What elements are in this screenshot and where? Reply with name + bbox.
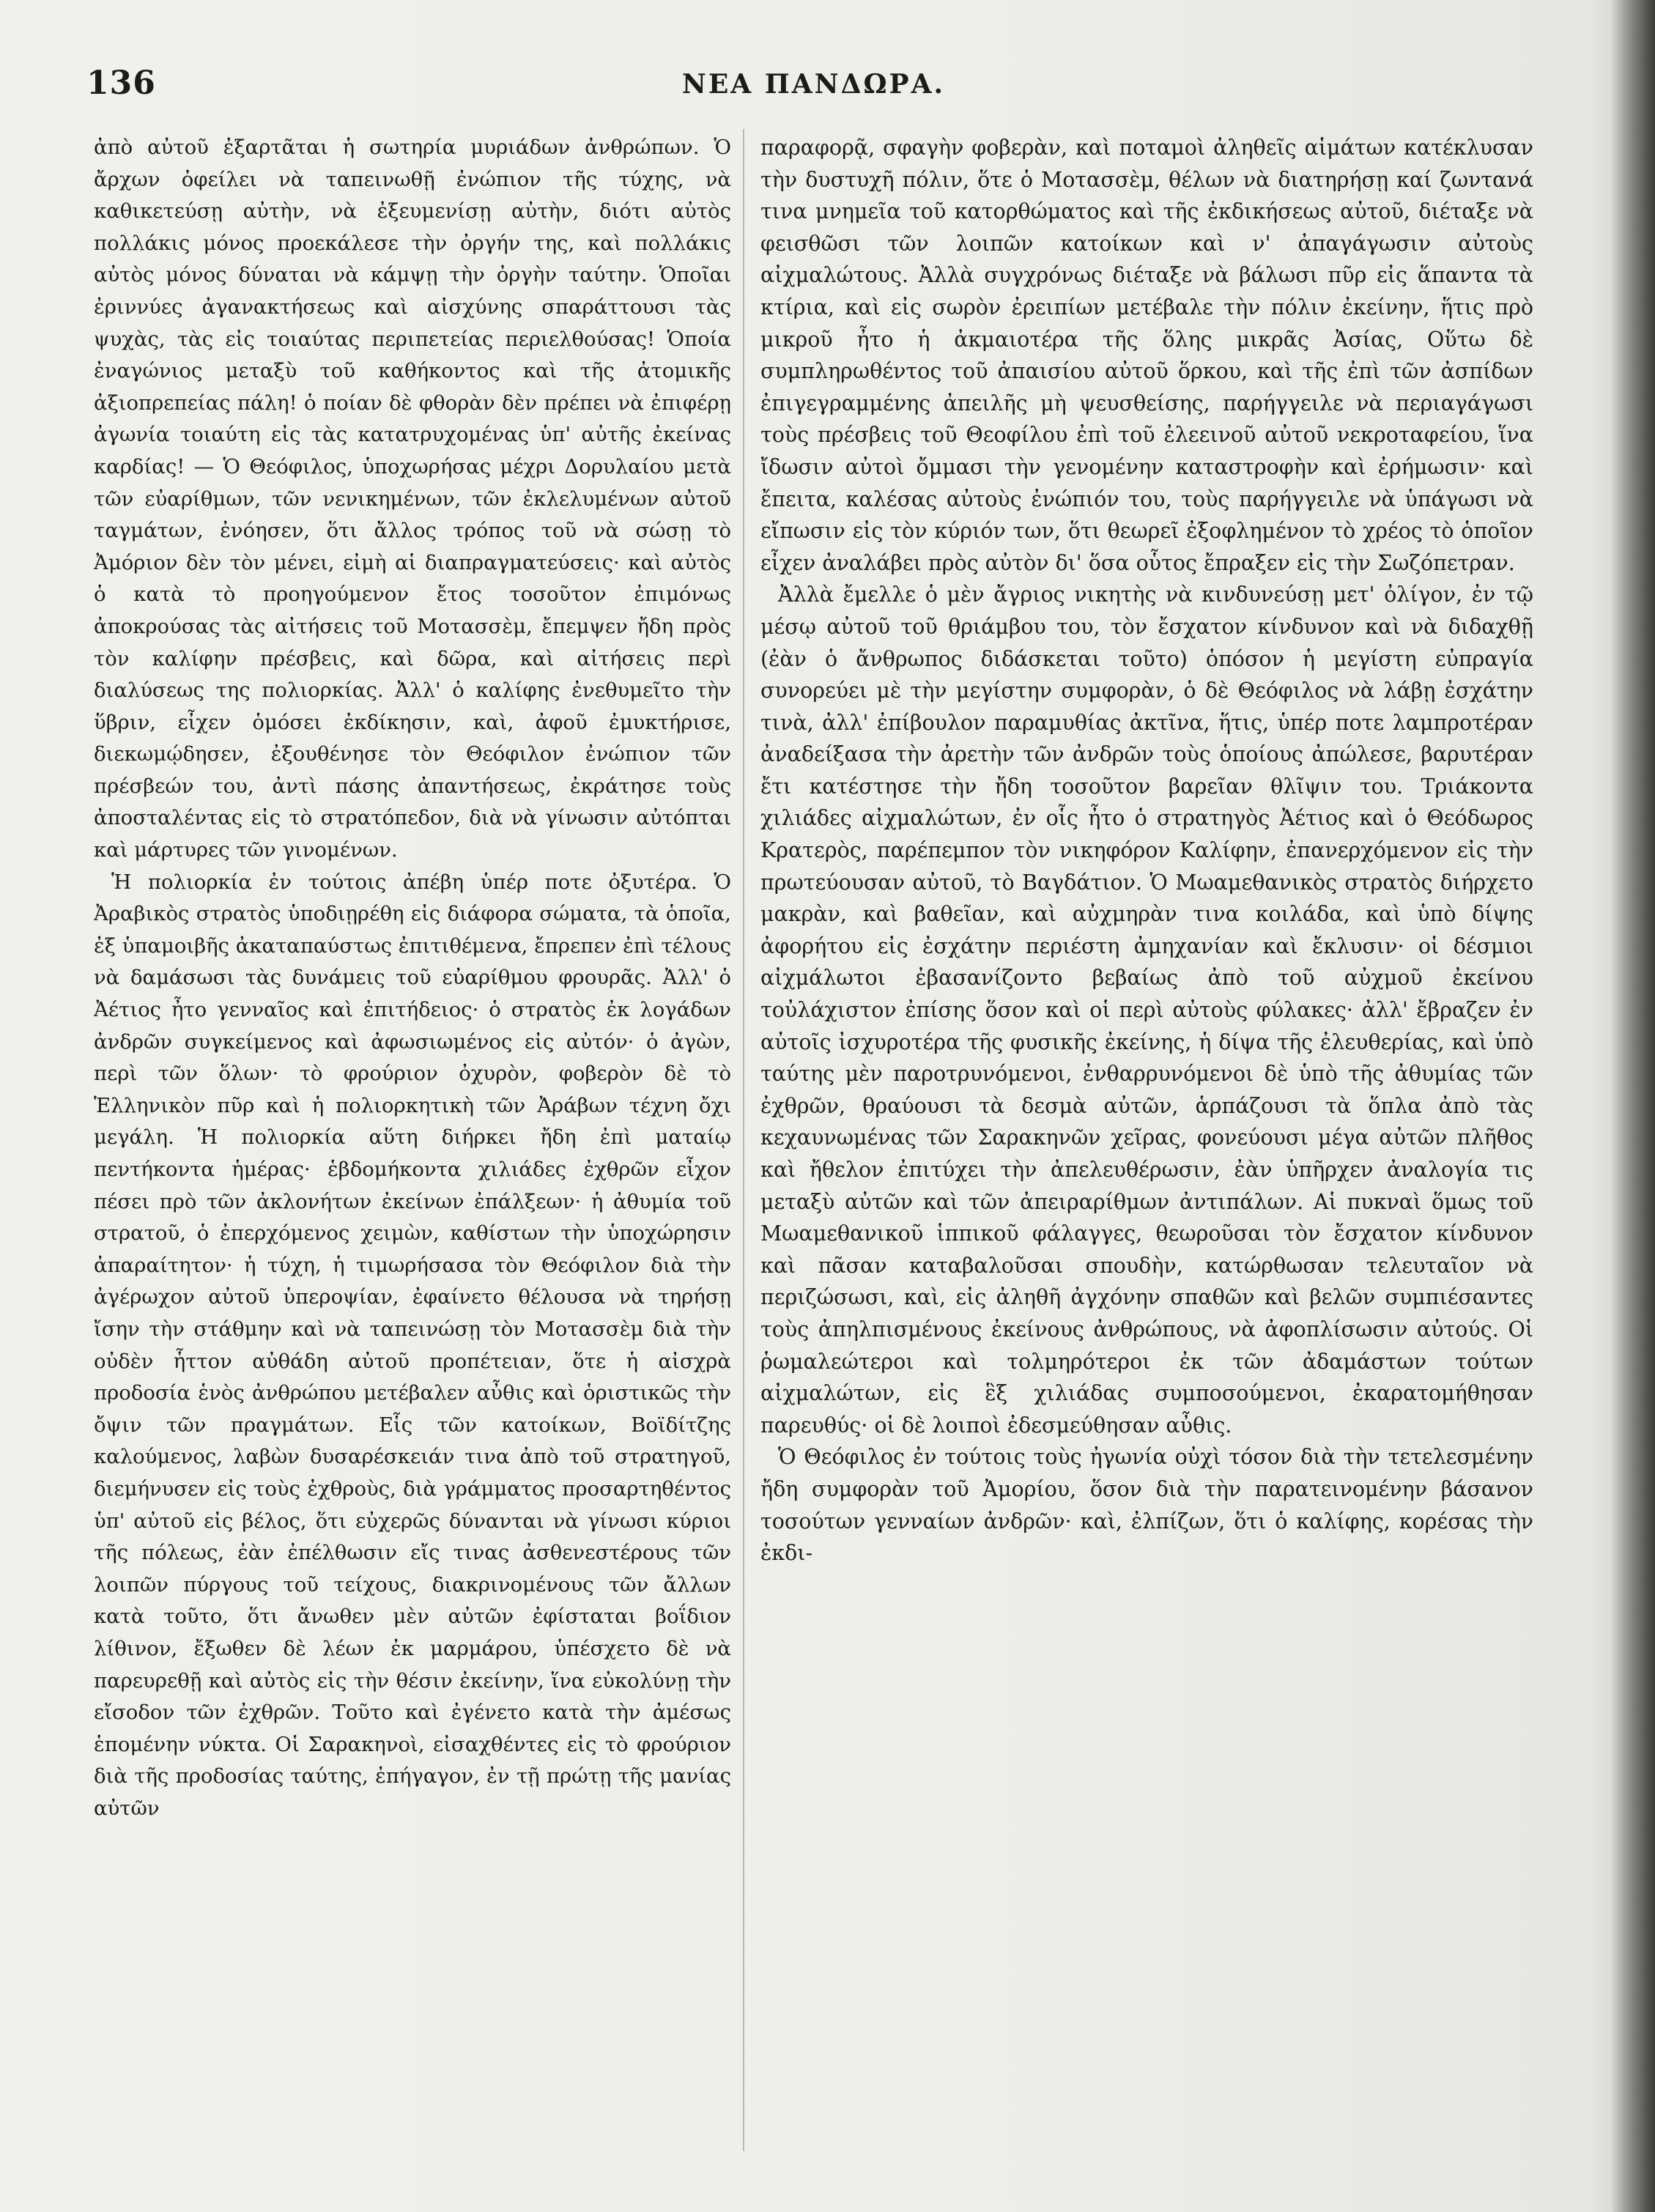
paragraph: ἀπὸ αὐτοῦ ἐξαρτᾶται ἡ σωτηρία μυριάδων ἀνθρώπων. Ὁ ἄρχων ὀφείλει νὰ ταπεινωθῇ ἐνώπιον τῆς τύχης, νὰ καθικετεύσῃ αὐτὴν, νὰ ἐξευμενίσῃ αὐτὴν, διότι αὐτὸς πολλάκις μόνος προεκάλεσε τὴν ὀργήν της, καὶ πολλάκις αὐτὸς μόνος δύναται νὰ κάμψῃ τὴν ὀργὴν ταύτην. Ὁποῖαι ἐριννύες ἀγανακτήσεως καὶ αἰσχύνης σπαράττουσι τὰς ψυχὰς, τὰς εἰς τοιαύτας περιπετείας περιελθούσας! Ὁποία ἐναγώνιος μεταξὺ τοῦ καθήκοντος καὶ τῆς ἀτομικῆς ἀξιοπρεπείας πάλη! ὁ ποίαν δὲ φθορὰν δὲν πρέπει νὰ ἐπιφέρῃ ἀγωνία τοιαύτη εἰς τὰς κατατρυχομένας ὑπ' αὐτῆς ἐκείνας καρδίας! — Ὁ Θεόφιλος, ὑποχωρήσας μέχρι Δορυλαίου μετὰ τῶν εὐαρίθμων, τῶν νενικημένων, τῶν ἐκλελυμένων αὐτοῦ ταγμάτων, ἐνόησεν, ὅτι ἄλλος τρόπος τοῦ νὰ σώσῃ τὸ Ἀμόριον δὲν τὸν μένει, εἰμὴ αἱ διαπραγματεύσεις· καὶ αὐτὸς ὁ κατὰ τὸ προηγούμενον ἔτος τοσοῦτον ἐπιμόνως ἀποκρούσας τὰς αἰτήσεις τοῦ Μοτασσὲμ, ἔπεμψεν ἤδη πρὸς τὸν καλίφην πρέσβεις, καὶ δῶρα, καὶ αἰτήσεις περὶ διαλύσεως της πολιορκίας. Ἀλλ' ὁ καλίφης ἐνεθυμεῖτο τὴν ὕβριν, εἶχεν ὁμόσει ἐκδίκησιν, καὶ, ἀφοῦ ἐμυκτήρισε, διεκωμῴδησεν, ἐξουθένησε τὸν Θεόφιλον ἐνώπιον τῶν πρέσβεών του, ἀντὶ πάσης ἀπαντήσεως, ἐκράτησε τοὺς ἀποσταλέντας εἰς τὸ στρατόπεδον, διὰ νὰ γίνωσιν αὐτόπται καὶ μάρτυρες τῶν γινομένων.: [94, 136, 731, 862]
journal-title: ΝΕΑ ΠΑΝΔΩΡΑ.: [681, 69, 946, 100]
paragraph: παραφορᾷ, σφαγὴν φοβερὰν, καὶ ποταμοὶ ἀληθεῖς αἱμάτων κατέκλυσαν τὴν δυστυχῆ πόλιν, ὅτε ὁ Μοτασσὲμ, θέλων νὰ διατηρήσῃ καί ζωντανά τινα μνημεῖα τοῦ κατορθώματος καὶ τῆς ἐκδικήσεως αὐτοῦ, διέταξε νὰ φεισθῶσι τῶν λοιπῶν κατοίκων καὶ ν' ἀπαγάγωσιν αὐτοὺς αἰχμαλώτους. Ἀλλὰ συγχρόνως διέταξε νὰ βάλωσι πῦρ εἰς ἅπαντα τὰ κτίρια, καὶ εἰς σωρὸν ἐρειπίων μετέβαλε τὴν πόλιν ἐκείνην, ἥτις πρὸ μικροῦ ἦτο ἡ ἀκμαιοτέρα τῆς ὅλης μικρᾶς Ἀσίας, Οὕτω δὲ συμπληρωθέντος τοῦ ἀπαισίου αὐτοῦ ὅρκου, καὶ τῆς ἐπὶ τῶν ἀσπίδων ἐπιγεγραμμένης ἀπειλῆς μὴ ψευσθείσης, παρήγγειλε νὰ περιαγάγωσι τοὺς πρέσβεις τοῦ Θεοφίλου ἐπὶ τοῦ ἐλεεινοῦ αὐτοῦ νεκροταφείου, ἵνα ἴδωσιν αὐτοὶ ὄμμασι τὴν γενομένην καταστροφὴν καὶ ἐρήμωσιν· καὶ ἔπειτα, καλέσας αὐτοὺς ἐνώπιόν του, τοὺς παρήγγειλε νὰ ὑπάγωσι νὰ εἴπωσιν εἰς τὸν κύριόν των, ὅτι θεωρεῖ ἐξοφλημένον τὸ χρέος τὸ ὁποῖον εἶχεν ἀναλάβει πρὸς αὐτὸν δι' ὅσα οὗτος ἔπραξεν εἰς τὴν Σωζόπετραν.: [760, 136, 1533, 575]
page-header: [86, 64, 1541, 108]
paragraph: Ὁ Θεόφιλος ἐν τούτοις τοὺς ἠγωνία οὐχὶ τόσον διὰ τὴν τετελεσμένην ἤδη συμφορὰν τοῦ Ἀμορίου, ὅσον διὰ τὴν παρατεινομένην βάσανον τοσούτων γενναίων ἀνδρῶν· καὶ, ἐλπίζων, ὅτι ὁ καλίφης, κορέσας τὴν ἐκδι-: [760, 1445, 1533, 1566]
paragraph: Ἀλλὰ ἔμελλε ὁ μὲν ἄγριος νικητὴς νὰ κινδυνεύσῃ μετ' ὀλίγον, ἐν τῷ μέσῳ αὐτοῦ τοῦ θριάμβου του, τὸν ἔσχατον κίνδυνον καὶ νὰ διδαχθῇ (ἐὰν ὁ ἄνθρωπος διδάσκεται τοῦτο) ὁπόσον ἡ μεγίστη εὐπραγία συνορεύει μὲ τὴν μεγίστην συμφορὰν, ὁ δὲ Θεόφιλος νὰ λάβῃ ἐσχάτην τινὰ, ἀλλ' ἐπίβουλον παραμυθίας ἀκτῖνα, ἥτις, ὑπέρ ποτε λαμπροτέραν ἀναδείξασα τὴν ἀρετὴν τῶν ἀνδρῶν τοὺς ὁποίους ἀπώλεσε, βαρυτέραν ἔτι κατέστησε τὴν ἤδη τοσοῦτον βαρεῖαν θλῖψιν του. Τριάκοντα χιλιάδες αἰχμαλώτων, ἐν οἷς ἦτο ὁ στρατηγὸς Ἀέτιος καὶ ὁ Θεόδωρος Κρατερὸς, παρέπεμπον τὸν νικηφόρον Καλίφην, ἐπανερχόμενον εἰς τὴν πρωτεύουσαν αὐτοῦ, τὸ Βαγδάτιον. Ὁ Μωαμεθανικὸς στρατὸς διήρχετο μακρὰν, καὶ βαθεῖαν, καὶ αὐχμηρὰν τινα κοιλάδα, καὶ ὑπὸ δίψης ἀφορήτου εἰς ἐσχάτην περιέστη ἀμηχανίαν καὶ ἔκλυσιν· οἱ δέσμιοι αἰχμάλωτοι ἐβασανίζοντο βεβαίως ἀπὸ τοῦ αὐχμοῦ ἐκείνου τοὐλάχιστον ἐπίσης ὅσον καὶ οἱ περὶ αὐτοὺς φύλακες· ἀλλ' ἔβραζεν ἐν αὐτοῖς ἰσχυροτέρα τῆς φυσικῆς ἐκείνης, ἡ δίψα τῆς ἐλευθερίας, καὶ ὑπὸ ταύτης μὲν παροτρυνόμενοι, ἐνθαρρυνόμενοι δὲ ὑπὸ τῆς ἀθυμίας τῶν ἐχθρῶν, θραύουσι τὰ δεσμὰ αὐτῶν, ἁρπάζουσι τὰ ὅπλα ἀπὸ τὰς κεχαυνωμένας τῶν Σαρακηνῶν χεῖρας, φονεύουσι μέγα αὐτῶν πλῆθος καὶ ἤθελον ἐπιτύχει τὴν ἀπελευθέρωσιν, ἐὰν ὑπῆρχεν ἀναλογία τις μεταξὺ αὐτῶν καὶ τῶν ἀπειραρίθμων ἀντιπάλων. Αἱ πυκναὶ ὅμως τοῦ Μωαμεθανικοῦ ἱππικοῦ φάλαγγες, θεωροῦσαι τὸν ἔσχατον κίνδυνον καὶ πᾶσαν καταβαλοῦσαι σπουδὴν, κατώρθωσαν τελευταῖον νὰ περιζώσωσι, καὶ, εἰς ἀληθῆ ἀγχόνην σπαθῶν καὶ βελῶν συμπιέσαντες τοὺς ἀπηλπισμένους ἐκείνους ἀνθρώπους, νὰ ἀφοπλίσωσιν αὐτούς. Οἱ ῥωμαλεώτεροι καὶ τολμηρότεροι ἐκ τῶν ἀδαμάστων τούτων αἰχμαλώτων, εἰς ἓξ χιλιάδας συμποσούμενοι, ἐκαρατομήθησαν παρευθύς· οἱ δὲ λοιποὶ ἐδεσμεύθησαν αὖθις.: [760, 582, 1533, 1438]
page-number: 136: [86, 64, 156, 102]
left-column: [94, 132, 731, 1824]
column-divider: [743, 129, 744, 2151]
right-column: [760, 132, 1533, 1569]
book-spine-shadow: [1612, 0, 1655, 2212]
paragraph: Ἡ πολιορκία ἐν τούτοις ἀπέβη ὑπέρ ποτε ὀξυτέρα. Ὁ Ἀραβικὸς στρατὸς ὑποδιῃρέθη εἰς διάφορα σώματα, τὰ ὁποῖα, ἐξ ὑπαμοιβῆς ἀκαταπαύστως ἐπιτιθέμενα, ἔπρεπεν ἐπὶ τέλους νὰ δαμάσωσι τὰς δυνάμεις τοῦ εὐαρίθμου φρουρᾶς. Ἀλλ' ὁ Ἀέτιος ἦτο γενναῖος καὶ ἐπιτήδειος· ὁ στρατὸς ἐκ λογάδων ἀνδρῶν συγκείμενος καὶ ἀφωσιωμένος εἰς αὐτόν· ὁ ἀγὼν, περὶ τῶν ὅλων· τὸ φρούριον ὀχυρὸν, φοβερὸν δὲ τὸ Ἑλληνικὸν πῦρ καὶ ἡ πολιορκητικὴ τῶν Ἀράβων τέχνη ὄχι μεγάλη. Ἡ πολιορκία αὕτη διήρκει ἤδη ἐπὶ ματαίῳ πεντήκοντα ἡμέρας· ἑβδομήκοντα χιλιάδες ἐχθρῶν εἶχον πέσει πρὸ τῶν ἀκλονήτων ἐκείνων ἐπάλξεων· ἡ ἀθυμία τοῦ στρατοῦ, ὁ ἐπερχόμενος χειμὼν, καθίστων τὴν ὑποχώρησιν ἀπαραίτητον· ἡ τύχη, ἡ τιμωρήσασα τὸν Θεόφιλον διὰ τὴν ἀγέρωχον αὐτοῦ ὑπεροψίαν, ἐφαίνετο θέλουσα νὰ τηρήσῃ ἴσην τὴν στάθμην καὶ νὰ ταπεινώσῃ τὸν Μοτασσὲμ διὰ τὴν οὐδὲν ἧττον αὐθάδη αὐτοῦ προπέτειαν, ὅτε ἡ αἰσχρὰ προδοσία ἑνὸς ἀνθρώπου μετέβαλεν αὖθις καὶ ὁριστικῶς τὴν ὄψιν τῶν πραγμάτων. Εἷς τῶν κατοίκων, Βοϊδίτζης καλούμενος, λαβὼν δυσαρέσκειάν τινα ἀπὸ τοῦ στρατηγοῦ, διεμήνυσεν εἰς τοὺς ἐχθροὺς, διὰ γράμματος προσαρτηθέντος ὑπ' αὐτοῦ εἰς βέλος, ὅτι εὐχερῶς δύνανται νὰ γίνωσι κύριοι τῆς πόλεως, ἐὰν ἐπέλθωσιν εἴς τινας ἀσθενεστέρους τῶν λοιπῶν πύργους τοῦ τείχους, διακρινομένους τῶν ἄλλων κατὰ τοῦτο, ὅτι ἄνωθεν μὲν αὐτῶν ἐφίσταται βοΐδιον λίθινον, ἔξωθεν δὲ λέων ἐκ μαρμάρου, ὑπέσχετο δὲ νὰ παρευρεθῇ καὶ αὐτὸς εἰς τὴν θέσιν ἐκείνην, ἵνα εὐκολύνῃ τὴν εἴσοδον τῶν ἐχθρῶν. Τοῦτο καὶ ἐγένετο κατὰ τὴν ἀμέσως ἑπομένην νύκτα. Οἱ Σαρακηνοὶ, εἰσαχθέντες εἰς τὸ φρούριον διὰ τῆς προδοσίας ταύτης, ἐπήγαγον, ἐν τῇ πρώτῃ τῆς μανίας αὐτῶν: [94, 870, 732, 1820]
